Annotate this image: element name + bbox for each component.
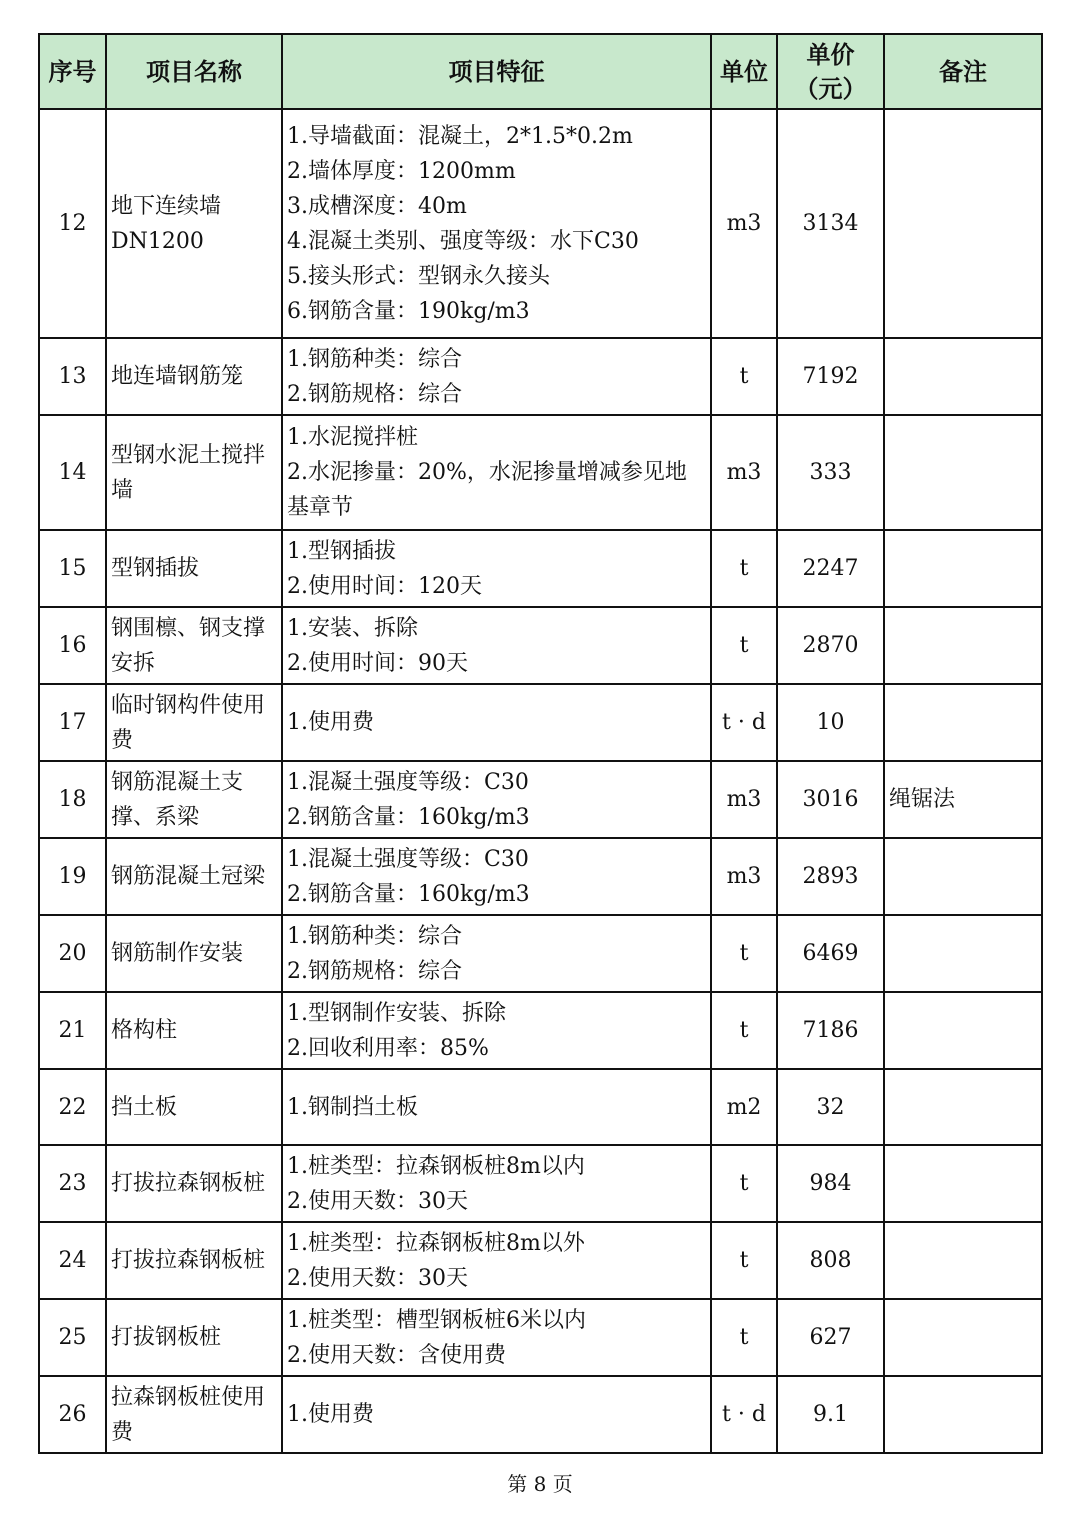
item-price: 6469	[777, 915, 884, 992]
feature-line: 1.导墙截面：混凝土，2*1.5*0.2m	[287, 123, 633, 149]
item-features	[282, 1069, 711, 1145]
row-number: 22	[39, 1069, 106, 1145]
feature-line: 1.钢筋种类：综合	[287, 923, 462, 949]
item-name-text: 地下连续墙DN1200	[111, 193, 222, 254]
feature-line: 1.桩类型：拉森钢板桩8m以内	[287, 1153, 585, 1179]
item-remark	[884, 1299, 1042, 1376]
row-number: 20	[39, 915, 106, 992]
feature-line: 2.使用时间：120天	[287, 573, 482, 599]
feature-line: 2.钢筋含量：160kg/m3	[287, 881, 530, 907]
page-number: 第 8 页	[507, 1472, 573, 1496]
row-number: 19	[39, 838, 106, 915]
feature-line: 2.使用天数：30天	[287, 1265, 468, 1291]
feature-line: 1.桩类型：槽型钢板桩6米以内	[287, 1307, 586, 1333]
table-row	[39, 761, 1042, 838]
item-remark	[884, 607, 1042, 684]
item-features	[282, 530, 711, 607]
item-remark	[884, 992, 1042, 1069]
item-remark	[884, 684, 1042, 761]
item-price: 10	[777, 684, 884, 761]
item-unit: t · d	[711, 1376, 777, 1453]
item-name	[106, 992, 282, 1069]
item-name-text: 钢筋混凝土支撑、系梁	[111, 769, 244, 830]
header-remark: 备注	[884, 34, 1042, 109]
item-unit: m3	[711, 838, 777, 915]
item-name	[106, 1145, 282, 1222]
feature-line: 4.混凝土类别、强度等级：水下C30	[287, 228, 639, 254]
item-unit: t	[711, 338, 777, 415]
feature-line: 1.桩类型：拉森钢板桩8m以外	[287, 1230, 585, 1256]
feature-line: 5.接头形式：型钢永久接头	[287, 263, 550, 289]
item-name-text: 拉森钢板桩使用费	[111, 1384, 266, 1445]
row-number: 23	[39, 1145, 106, 1222]
item-price: 7186	[777, 992, 884, 1069]
feature-line: 2.钢筋规格：综合	[287, 381, 462, 407]
item-name-text: 格构柱	[111, 1018, 178, 1043]
feature-line: 1.使用费	[287, 710, 374, 735]
header-no: 序号	[39, 34, 106, 109]
item-price: 2870	[777, 607, 884, 684]
item-features	[282, 1376, 711, 1453]
item-price: 2893	[777, 838, 884, 915]
feature-line: 1.安装、拆除	[287, 615, 418, 641]
item-name-text: 钢围檩、钢支撑安拆	[111, 615, 266, 676]
table-body	[39, 109, 1042, 1453]
row-number: 12	[39, 109, 106, 338]
item-price: 3134	[777, 109, 884, 338]
item-unit: t · d	[711, 684, 777, 761]
item-features	[282, 607, 711, 684]
table-row	[39, 1299, 1042, 1376]
item-name-text: 地连墙钢筋笼	[111, 364, 244, 389]
row-number: 17	[39, 684, 106, 761]
item-features	[282, 109, 711, 338]
item-remark	[884, 1222, 1042, 1299]
row-number: 18	[39, 761, 106, 838]
item-price: 7192	[777, 338, 884, 415]
item-features	[282, 838, 711, 915]
table-row	[39, 1376, 1042, 1453]
item-price: 2247	[777, 530, 884, 607]
item-unit: m2	[711, 1069, 777, 1145]
item-name	[106, 915, 282, 992]
item-name-text: 型钢水泥土搅拌墙	[111, 442, 266, 503]
item-remark	[884, 1376, 1042, 1453]
price-table	[38, 33, 1043, 1454]
item-name-text: 打拔钢板桩	[111, 1325, 222, 1350]
item-name	[106, 1222, 282, 1299]
table-row	[39, 1145, 1042, 1222]
table-row	[39, 684, 1042, 761]
item-name-text: 临时钢构件使用费	[111, 692, 266, 753]
item-unit: t	[711, 1145, 777, 1222]
item-unit: m3	[711, 761, 777, 838]
item-remark	[884, 915, 1042, 992]
feature-line: 2.水泥掺量：20%，水泥掺量增减参见地基章节	[287, 460, 687, 520]
feature-line: 2.使用天数：30天	[287, 1188, 468, 1214]
item-name	[106, 1299, 282, 1376]
table-header-row	[39, 34, 1042, 109]
feature-line: 2.钢筋规格：综合	[287, 958, 462, 984]
item-features	[282, 1145, 711, 1222]
feature-line: 2.使用天数：含使用费	[287, 1342, 506, 1368]
item-features	[282, 992, 711, 1069]
item-name-text: 打拔拉森钢板桩	[111, 1248, 266, 1273]
table-row	[39, 838, 1042, 915]
item-name	[106, 109, 282, 338]
row-number: 21	[39, 992, 106, 1069]
feature-line: 1.钢制挡土板	[287, 1094, 418, 1120]
item-unit: m3	[711, 415, 777, 530]
feature-line: 1.混凝土强度等级：C30	[287, 846, 529, 872]
item-features	[282, 915, 711, 992]
item-price: 984	[777, 1145, 884, 1222]
item-features	[282, 1299, 711, 1376]
feature-line: 1.型钢插拔	[287, 538, 396, 564]
item-unit: t	[711, 1222, 777, 1299]
item-unit: t	[711, 992, 777, 1069]
table-row	[39, 915, 1042, 992]
item-price: 808	[777, 1222, 884, 1299]
feature-line: 2.钢筋含量：160kg/m3	[287, 804, 530, 830]
item-remark	[884, 415, 1042, 530]
item-unit: m3	[711, 109, 777, 338]
item-name-text: 打拔拉森钢板桩	[111, 1171, 266, 1196]
item-name-text: 挡土板	[111, 1094, 178, 1120]
table-row	[39, 109, 1042, 338]
item-name	[106, 607, 282, 684]
table-row	[39, 338, 1042, 415]
item-name	[106, 530, 282, 607]
table-row	[39, 607, 1042, 684]
row-number: 13	[39, 338, 106, 415]
item-features	[282, 1222, 711, 1299]
item-name	[106, 415, 282, 530]
feature-line: 1.钢筋种类：综合	[287, 346, 462, 372]
feature-line: 6.钢筋含量：190kg/m3	[287, 298, 530, 324]
header-unit: 单位	[711, 34, 777, 109]
item-name	[106, 684, 282, 761]
item-name	[106, 1376, 282, 1453]
item-price: 627	[777, 1299, 884, 1376]
table-row	[39, 1069, 1042, 1145]
item-remark	[884, 838, 1042, 915]
item-price: 333	[777, 415, 884, 530]
item-name	[106, 338, 282, 415]
item-remark	[884, 109, 1042, 338]
feature-line: 1.型钢制作安装、拆除	[287, 1000, 506, 1026]
item-unit: t	[711, 607, 777, 684]
row-number: 24	[39, 1222, 106, 1299]
item-price: 32	[777, 1069, 884, 1145]
item-remark	[884, 1069, 1042, 1145]
item-name	[106, 838, 282, 915]
item-name-text: 钢筋制作安装	[111, 941, 244, 966]
row-number: 16	[39, 607, 106, 684]
header-price: 单价 （元）	[777, 34, 884, 109]
feature-line: 2.使用时间：90天	[287, 650, 468, 676]
item-features	[282, 415, 711, 530]
table-row	[39, 530, 1042, 607]
feature-line: 1.水泥搅拌桩	[287, 425, 418, 450]
feature-line: 2.回收利用率：85%	[287, 1035, 489, 1061]
item-remark	[884, 530, 1042, 607]
row-number: 14	[39, 415, 106, 530]
feature-line: 2.墙体厚度：1200mm	[287, 158, 516, 184]
item-features	[282, 684, 711, 761]
feature-line: 1.使用费	[287, 1402, 374, 1427]
row-number: 25	[39, 1299, 106, 1376]
table-row	[39, 1222, 1042, 1299]
feature-line: 3.成槽深度：40m	[287, 193, 467, 219]
item-remark	[884, 338, 1042, 415]
item-name	[106, 1069, 282, 1145]
table-row	[39, 992, 1042, 1069]
item-name-text: 型钢插拔	[111, 556, 200, 581]
item-unit: t	[711, 1299, 777, 1376]
table-row	[39, 415, 1042, 530]
item-price: 9.1	[777, 1376, 884, 1453]
item-name	[106, 761, 282, 838]
item-unit: t	[711, 530, 777, 607]
item-remark: 绳锯法	[884, 761, 1042, 838]
row-number: 15	[39, 530, 106, 607]
header-name: 项目名称	[106, 34, 282, 109]
item-name-text: 钢筋混凝土冠梁	[111, 864, 266, 889]
feature-line: 1.混凝土强度等级：C30	[287, 769, 529, 795]
item-features	[282, 338, 711, 415]
item-unit: t	[711, 915, 777, 992]
item-features	[282, 761, 711, 838]
item-price: 3016	[777, 761, 884, 838]
item-remark	[884, 1145, 1042, 1222]
row-number: 26	[39, 1376, 106, 1453]
header-features: 项目特征	[282, 34, 711, 109]
